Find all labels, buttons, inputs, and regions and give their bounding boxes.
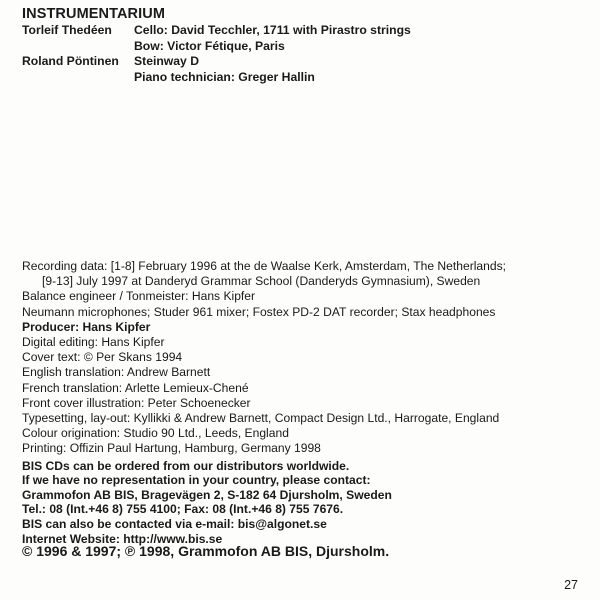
producer-credit: Producer: Hans Kipfer	[22, 319, 151, 334]
instrument-detail-line: Cello: David Tecchler, 1711 with Pirastro strings	[134, 23, 411, 37]
copyright-notice: © 1996 & 1997; ℗ 1998, Grammofon AB BIS, Djursholm.	[22, 543, 390, 559]
instrument-detail-line: Steinway D	[134, 54, 200, 68]
balance-engineer-credit: Balance engineer / Tonmeister: Hans Kipfer	[22, 289, 256, 304]
recording-data-line: Recording data: [1-8] February 1996 at the de Waalse Kerk, Amsterdam, The Netherlands;	[22, 259, 507, 273]
distributor-note: BIS CDs can be ordered from our distributors worldwide.	[22, 458, 350, 473]
email-line: BIS can also be contacted via e-mail: bis@algonet.se	[22, 517, 327, 532]
page-number: 27	[564, 578, 578, 592]
website-line: Internet Website: http://www.bis.se	[22, 531, 223, 546]
typesetting-credit: Typesetting, lay-out: Kyllikki & Andrew Barnett, Compact Design Ltd., Harrogate, England	[22, 411, 500, 426]
credits-section	[22, 259, 582, 546]
printing-credit: Printing: Offizin Paul Hartung, Hamburg, Germany 1998	[22, 441, 321, 456]
performer-name: Torleif Thedéen	[22, 23, 112, 37]
performer-name: Roland Pöntinen	[22, 54, 119, 68]
instrument-entry	[22, 54, 582, 85]
instrument-detail-line: Bow: Victor Fétique, Paris	[134, 38, 285, 53]
instrumentarium-heading: INSTRUMENTARIUM	[22, 6, 165, 22]
recording-data-line-continued: [9-13] July 1997 at Danderyd Grammar School (Danderyds Gymnasium), Sweden	[42, 274, 481, 289]
distribution-info	[22, 459, 582, 547]
address-line: Grammofon AB BIS, Bragevägen 2, S-182 64 Djursholm, Sweden	[22, 487, 392, 502]
contact-note: If we have no representation in your country, please contact:	[22, 473, 371, 488]
equipment-credit: Neumann microphones; Studer 961 mixer; Fostex PD-2 DAT recorder; Stax headphones	[22, 304, 496, 319]
french-translation-credit: French translation: Arlette Lemieux-Chené	[22, 380, 249, 395]
instrument-details	[134, 23, 411, 54]
instrument-detail-line: Piano technician: Greger Hallin	[134, 69, 315, 84]
instrumentarium-section	[22, 6, 582, 85]
instrument-entry	[22, 23, 582, 54]
cover-text-credit: Cover text: © Per Skans 1994	[22, 350, 183, 365]
colour-origination-credit: Colour origination: Studio 90 Ltd., Leeds, England	[22, 426, 289, 441]
phone-fax-line: Tel.: 08 (Int.+46 8) 755 4100; Fax: 08 (Int.+46 8) 755 7676.	[22, 502, 344, 517]
english-translation-credit: English translation: Andrew Barnett	[22, 365, 211, 380]
digital-editing-credit: Digital editing: Hans Kipfer	[22, 335, 165, 350]
front-cover-credit: Front cover illustration: Peter Schoenecker	[22, 395, 251, 410]
instrument-details	[134, 54, 315, 85]
